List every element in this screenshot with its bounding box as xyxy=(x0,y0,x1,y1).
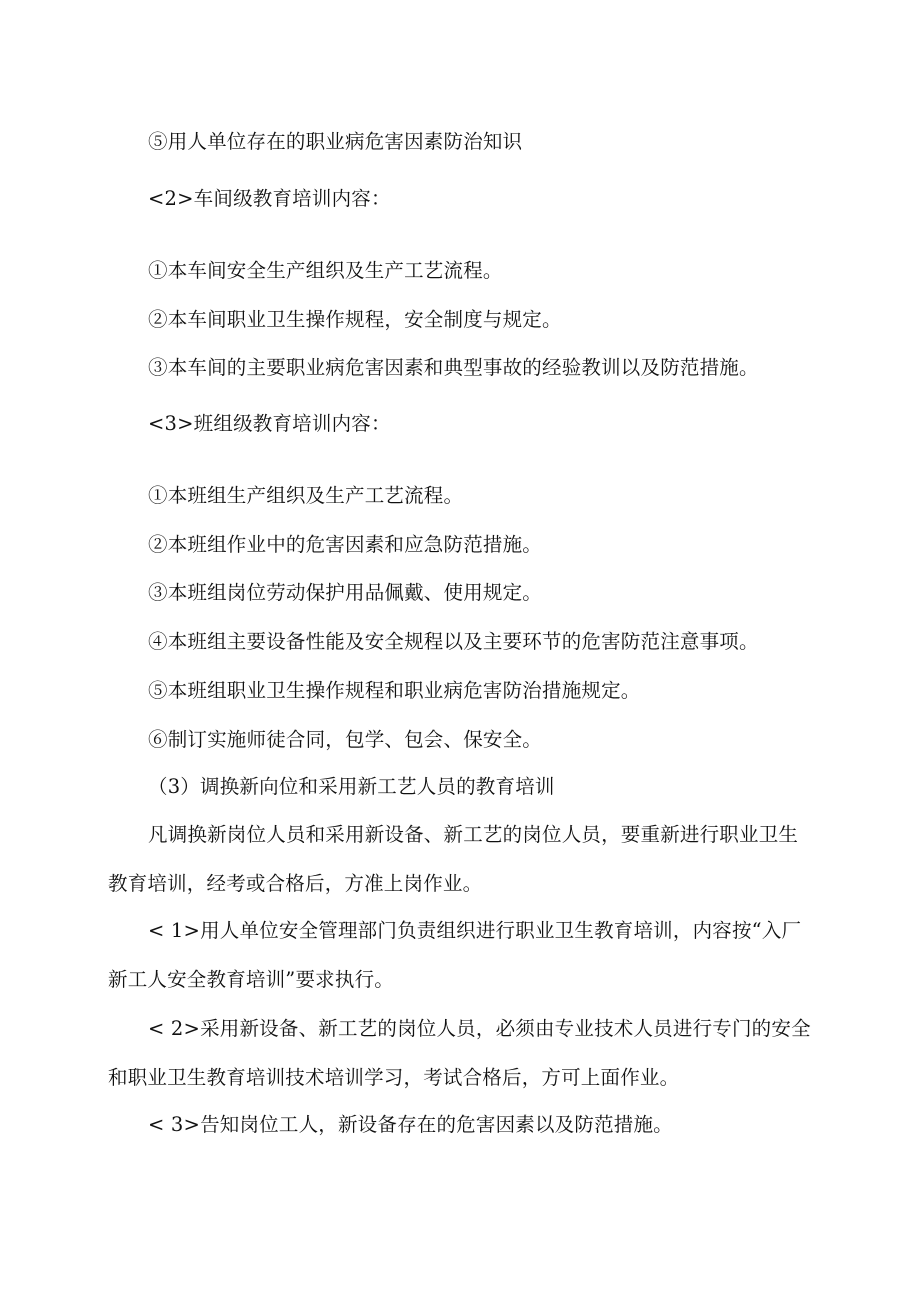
paragraph-reassignment-line-2: 教育培训，经考或合格后，方准上岗作业。 xyxy=(108,872,483,895)
item-2-line-2: 和职业卫生教育培训技术培训学习，考试合格后，方可上面作业。 xyxy=(108,1066,680,1089)
section-heading-workshop-training: <2>车间级教育培训内容： xyxy=(148,187,391,210)
paragraph-reassignment-line-1: 凡调换新岗位人员和采用新设备、新工艺的岗位人员，要重新进行职业卫生 xyxy=(148,823,799,846)
team-item-6: ⑥制订实施师徒合同，包学、包会、保安全。 xyxy=(148,728,543,751)
item-1-line-2: 新工人安全教育培训”要求执行。 xyxy=(108,968,394,991)
team-item-2: ②本班组作业中的危害因素和应急防范措施。 xyxy=(148,533,543,556)
team-item-3: ③本班组岗位劳动保护用品佩戴、使用规定。 xyxy=(148,581,543,604)
section-heading-team-training: <3>班组级教育培训内容： xyxy=(148,412,391,435)
team-item-5: ⑤本班组职业卫生操作规程和职业病危害防治措施规定。 xyxy=(148,679,641,702)
item-3: < 3>告知岗位工人，新设备存在的危害因素以及防范措施。 xyxy=(148,1113,673,1136)
item-1-line-1: < 1>用人单位安全管理部门负责组织进行职业卫生教育培训，内容按“入厂 xyxy=(148,919,802,942)
team-item-4: ④本班组主要设备性能及安全规程以及主要环节的危害防范注意事项。 xyxy=(148,630,759,653)
team-item-1: ①本班组生产组织及生产工艺流程。 xyxy=(148,484,464,507)
workshop-item-2: ②本车间职业卫生操作规程，安全制度与规定。 xyxy=(148,308,562,331)
list-item-5-prevention-knowledge: ⑤用人单位存在的职业病危害因素防治知识 xyxy=(148,130,523,153)
workshop-item-3: ③本车间的主要职业病危害因素和典型事故的经验教训以及防范措施。 xyxy=(148,356,759,379)
item-2-line-1: < 2>采用新设备、新工艺的岗位人员，必须由专业技术人员进行专门的安全 xyxy=(148,1017,811,1040)
section-heading-reassignment-training: （3）调换新向位和采用新工艺人员的教育培训 xyxy=(148,775,555,798)
workshop-item-1: ①本车间安全生产组织及生产工艺流程。 xyxy=(148,259,503,282)
